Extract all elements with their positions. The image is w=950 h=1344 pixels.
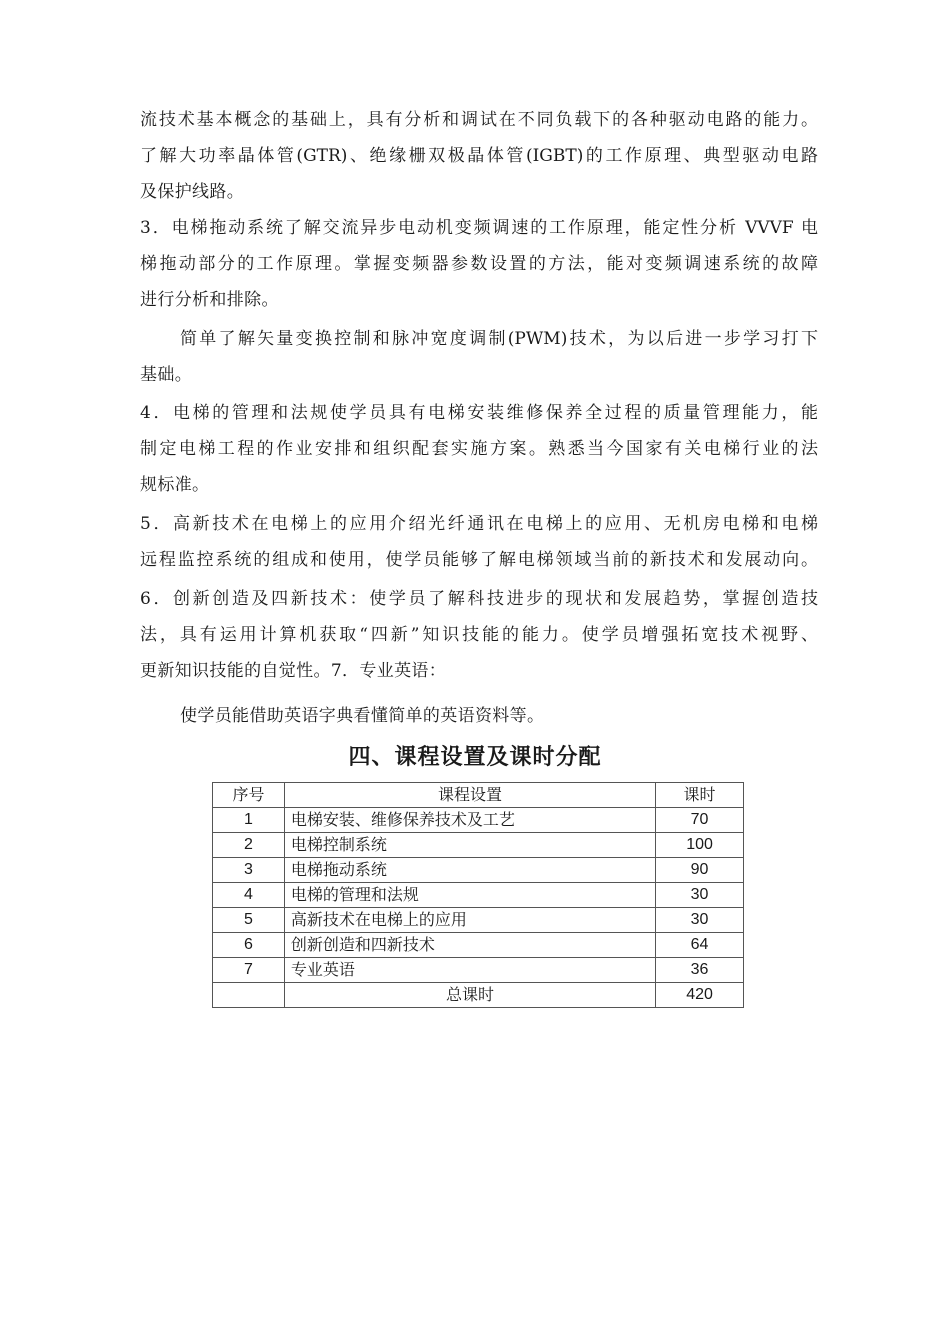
course-hours: 90 — [656, 858, 744, 883]
paragraph-line: 了解大功率晶体管(GTR)、绝缘栅双极晶体管(IGBT)的工作原理、典型驱动电路 — [140, 146, 818, 166]
course-name: 电梯控制系统 — [284, 833, 655, 858]
table-row — [213, 858, 744, 883]
row-index: 7 — [213, 958, 285, 983]
paragraph-line: 规标准。 — [140, 475, 210, 495]
table-row — [213, 833, 744, 858]
course-name: 电梯的管理和法规 — [284, 883, 655, 908]
course-name: 电梯安装、维修保养技术及工艺 — [284, 808, 655, 833]
paragraph-line: 远程监控系统的组成和使用，使学员能够了解电梯领域当前的新技术和发展动向。 — [140, 550, 818, 570]
paragraph-line: 4．电梯的管理和法规使学员具有电梯安装维修保养全过程的质量管理能力，能 — [140, 403, 818, 423]
total-hours: 420 — [656, 983, 744, 1008]
course-name: 专业英语 — [284, 958, 655, 983]
row-index: 5 — [213, 908, 285, 933]
paragraph-line: 进行分析和排除。 — [140, 290, 279, 310]
total-blank-cell — [213, 983, 285, 1008]
paragraph-line: 基础。 — [140, 365, 193, 385]
paragraph-line: 3．电梯拖动系统了解交流异步电动机变频调速的工作原理，能定性分析 VVVF 电 — [140, 218, 818, 238]
row-index: 6 — [213, 933, 285, 958]
paragraph-line: 简单了解矢量变换控制和脉冲宽度调制(PWM)技术，为以后进一步学习打下 — [180, 329, 818, 349]
course-name: 创新创造和四新技术 — [284, 933, 655, 958]
table-total-row — [213, 983, 744, 1008]
course-hours: 30 — [656, 883, 744, 908]
section-heading: 四、课程设置及课时分配 — [348, 745, 602, 770]
column-header-index: 序号 — [213, 783, 285, 808]
paragraph-line: 6．创新创造及四新技术：使学员了解科技进步的现状和发展趋势，掌握创造技 — [140, 589, 818, 609]
table-header-row — [213, 783, 744, 808]
course-name: 高新技术在电梯上的应用 — [284, 908, 655, 933]
column-header-course: 课程设置 — [284, 783, 655, 808]
paragraph-line: 使学员能借助英语字典看懂简单的英语资料等。 — [180, 706, 545, 726]
row-index: 3 — [213, 858, 285, 883]
table-row — [213, 933, 744, 958]
total-label: 总课时 — [284, 983, 655, 1008]
row-index: 2 — [213, 833, 285, 858]
course-hours: 100 — [656, 833, 744, 858]
course-name: 电梯拖动系统 — [284, 858, 655, 883]
row-index: 1 — [213, 808, 285, 833]
paragraph-line: 及保护线路。 — [140, 182, 245, 202]
paragraph-line: 制定电梯工程的作业安排和组织配套实施方案。熟悉当今国家有关电梯行业的法 — [140, 439, 818, 459]
course-hours-table — [212, 782, 744, 1008]
table-row — [213, 808, 744, 833]
table-row — [213, 958, 744, 983]
paragraph-line: 流技术基本概念的基础上，具有分析和调试在不同负载下的各种驱动电路的能力。 — [140, 110, 818, 130]
course-hours: 36 — [656, 958, 744, 983]
course-hours: 70 — [656, 808, 744, 833]
paragraph-line: 梯拖动部分的工作原理。掌握变频器参数设置的方法，能对变频调速系统的故障 — [140, 254, 818, 274]
paragraph-line: 更新知识技能的自觉性。7．专业英语： — [140, 661, 447, 681]
table-row — [213, 883, 744, 908]
paragraph-line: 法，具有运用计算机获取“四新”知识技能的能力。使学员增强拓宽技术视野、 — [140, 625, 818, 645]
column-header-hours: 课时 — [656, 783, 744, 808]
course-hours: 64 — [656, 933, 744, 958]
paragraph-line: 5．高新技术在电梯上的应用介绍光纤通讯在电梯上的应用、无机房电梯和电梯 — [140, 514, 818, 534]
course-hours: 30 — [656, 908, 744, 933]
table-row — [213, 908, 744, 933]
row-index: 4 — [213, 883, 285, 908]
